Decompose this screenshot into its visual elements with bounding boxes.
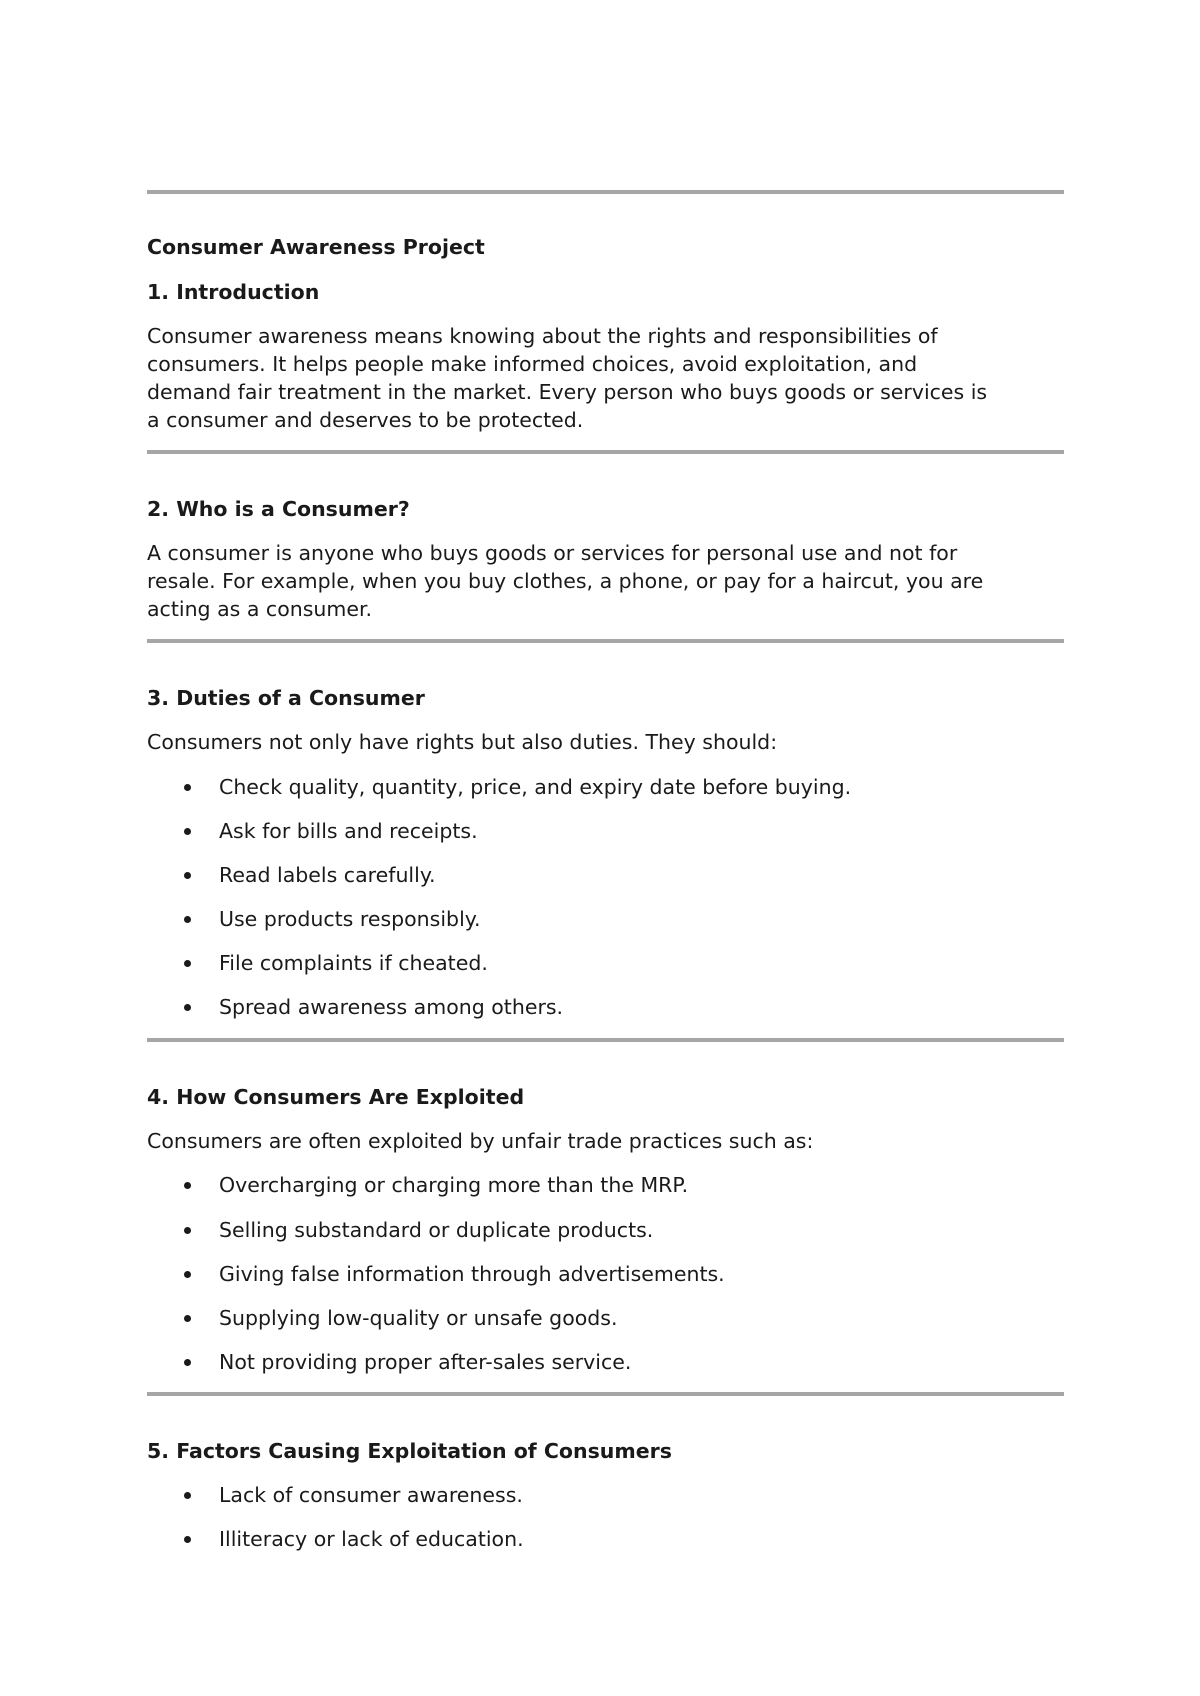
list-item-text: Illiteracy or lack of education. xyxy=(219,1527,524,1551)
section-1-paragraph xyxy=(147,322,1064,434)
bullet-icon xyxy=(184,1359,191,1366)
bullet-icon xyxy=(184,916,191,923)
section-3-heading: 3. Duties of a Consumer xyxy=(147,686,425,710)
section-divider xyxy=(147,1392,1064,1396)
paragraph-line: consumers. It helps people make informed choices, avoid exploitation, and xyxy=(147,352,918,376)
bullet-icon xyxy=(184,784,191,791)
paragraph-line: resale. For example, when you buy clothes, a phone, or pay for a haircut, you are xyxy=(147,569,984,593)
list-item-text: Supplying low-quality or unsafe goods. xyxy=(219,1306,618,1330)
bullet-icon xyxy=(184,1536,191,1543)
section-2-paragraph xyxy=(147,539,1064,623)
section-divider xyxy=(147,450,1064,454)
paragraph-line: acting as a consumer. xyxy=(147,597,373,621)
bullet-icon xyxy=(184,960,191,967)
list-item-text: Spread awareness among others. xyxy=(219,995,564,1019)
section-divider xyxy=(147,639,1064,643)
bullet-icon xyxy=(184,1182,191,1189)
section-divider xyxy=(147,1038,1064,1042)
list-item-text: Lack of consumer awareness. xyxy=(219,1483,523,1507)
list-item-text: File complaints if cheated. xyxy=(219,951,488,975)
section-4-intro: Consumers are often exploited by unfair trade practices such as: xyxy=(147,1129,814,1153)
list-item-text: Read labels carefully. xyxy=(219,863,436,887)
section-3-intro: Consumers not only have rights but also duties. They should: xyxy=(147,730,778,754)
list-item-text: Selling substandard or duplicate products. xyxy=(219,1218,654,1242)
paragraph-line: A consumer is anyone who buys goods or services for personal use and not for xyxy=(147,541,958,565)
bullet-icon xyxy=(184,828,191,835)
list-item-text: Check quality, quantity, price, and expiry date before buying. xyxy=(219,775,852,799)
list-item-text: Not providing proper after-sales service. xyxy=(219,1350,632,1374)
section-2-heading: 2. Who is a Consumer? xyxy=(147,497,410,521)
paragraph-line: Consumer awareness means knowing about the rights and responsibilities of xyxy=(147,324,938,348)
bullet-icon xyxy=(184,1315,191,1322)
list-item-text: Giving false information through advertisements. xyxy=(219,1262,725,1286)
list-item-text: Overcharging or charging more than the MRP. xyxy=(219,1173,689,1197)
paragraph-line: demand fair treatment in the market. Every person who buys goods or services is xyxy=(147,380,988,404)
section-1-heading: 1. Introduction xyxy=(147,280,320,304)
list-item-text: Ask for bills and receipts. xyxy=(219,819,478,843)
bullet-icon xyxy=(184,1271,191,1278)
paragraph-line: a consumer and deserves to be protected. xyxy=(147,408,584,432)
bullet-icon xyxy=(184,1227,191,1234)
bullet-icon xyxy=(184,872,191,879)
document-title: Consumer Awareness Project xyxy=(147,235,485,259)
bullet-icon xyxy=(184,1492,191,1499)
section-5-heading: 5. Factors Causing Exploitation of Consumers xyxy=(147,1439,672,1463)
section-4-heading: 4. How Consumers Are Exploited xyxy=(147,1085,525,1109)
list-item-text: Use products responsibly. xyxy=(219,907,481,931)
bullet-icon xyxy=(184,1004,191,1011)
top-divider xyxy=(147,190,1064,194)
